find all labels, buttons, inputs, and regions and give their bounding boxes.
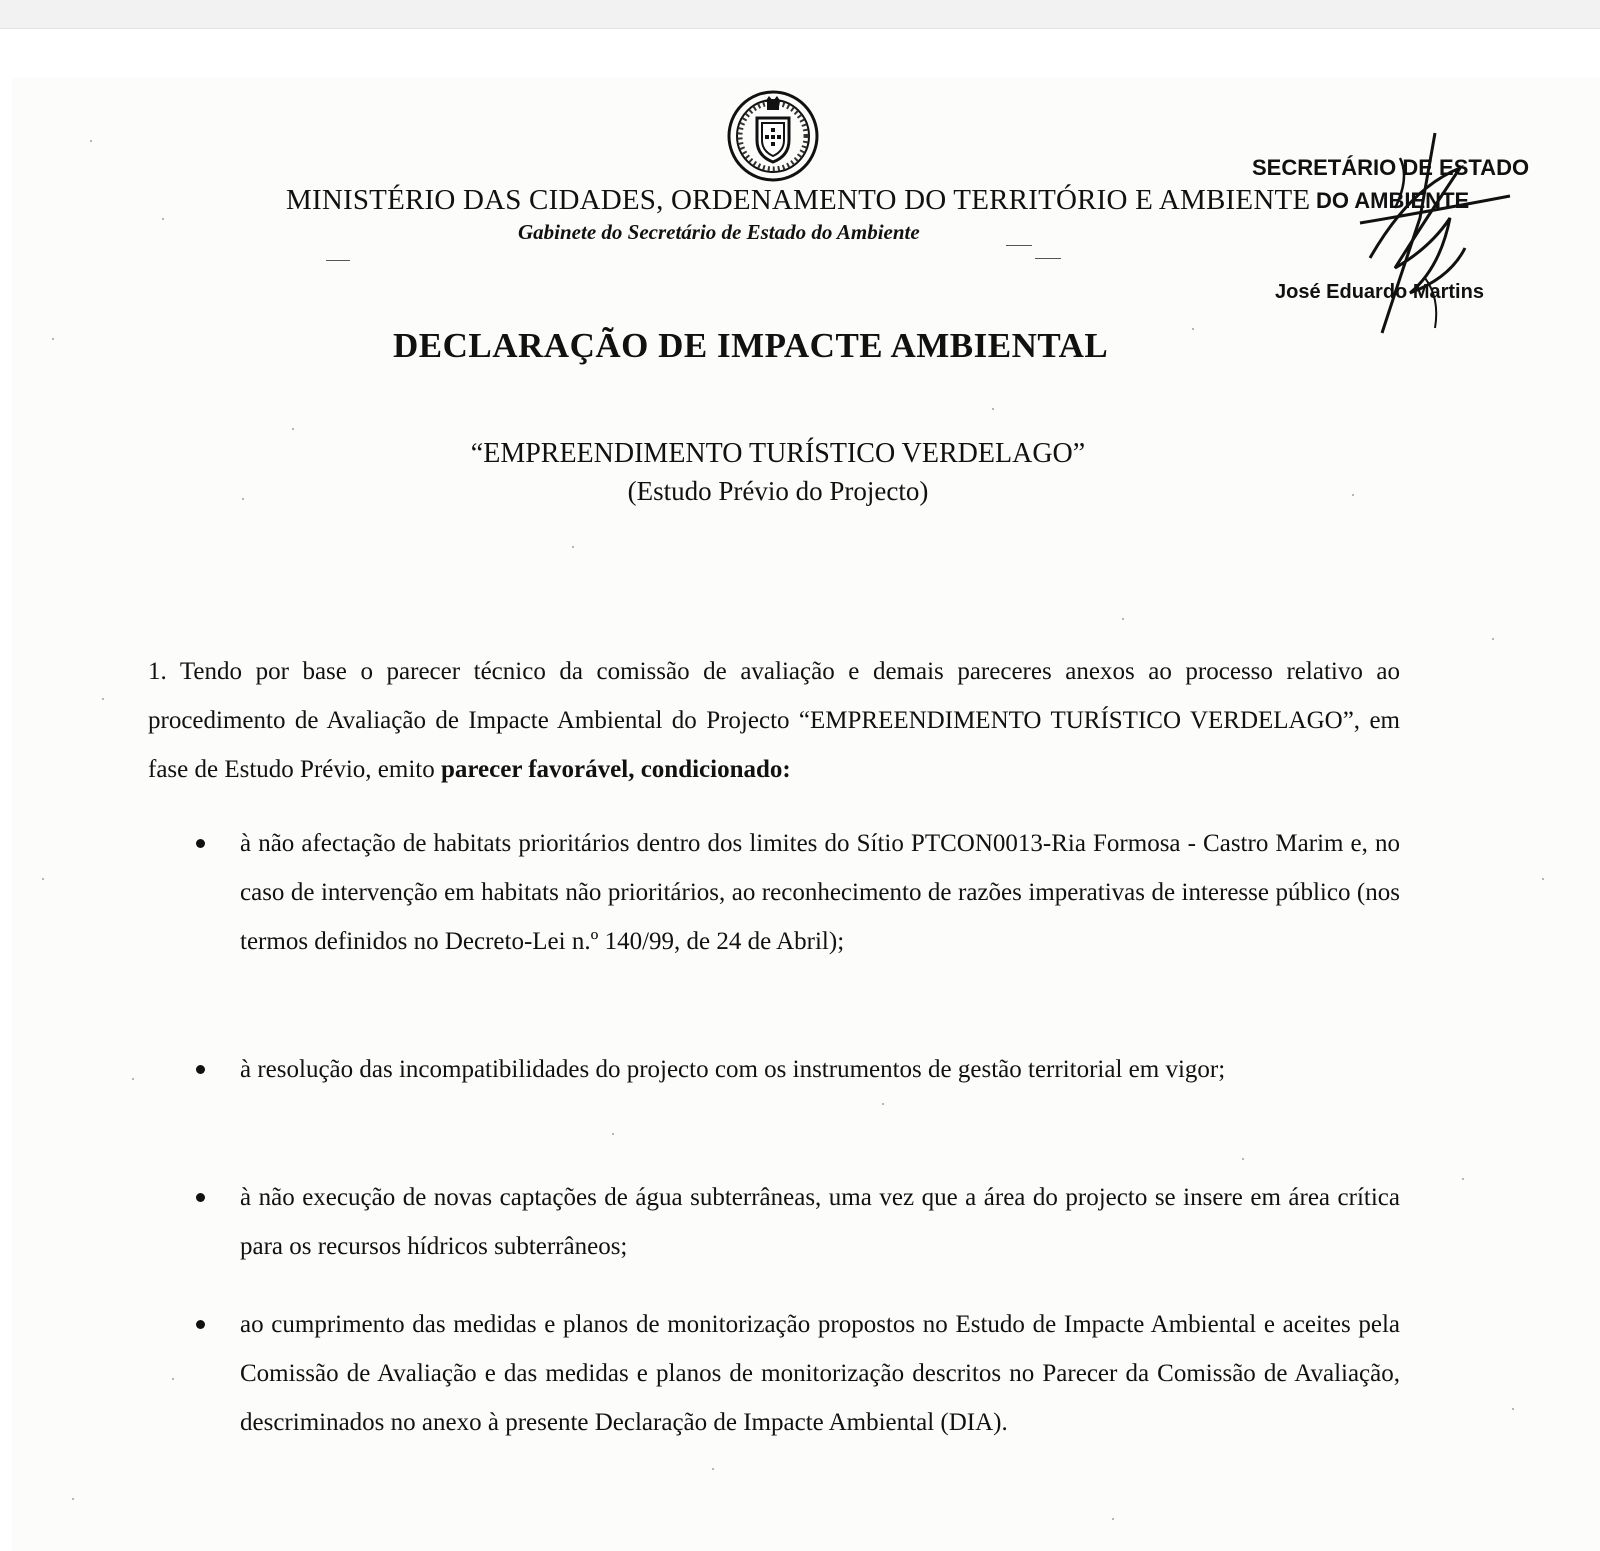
condition-item: à resolução das incompatibilidades do projecto com os instrumentos de gestão territorial em vigor; bbox=[240, 1056, 1226, 1083]
cabinet-name: Gabinete do Secretário de Estado do Ambiente bbox=[518, 220, 920, 244]
bullet-icon bbox=[196, 839, 205, 848]
ministry-name: MINISTÉRIO DAS CIDADES, ORDENAMENTO DO TERRITÓRIO E AMBIENTE bbox=[286, 184, 1311, 216]
divider bbox=[1035, 258, 1061, 259]
project-phase: (Estudo Prévio do Projecto) bbox=[627, 476, 929, 506]
condition-item: ao cumprimento das medidas e planos de monitorização propostos no Estudo de Impacte Ambiental e aceites pela Comissão de Avaliação e das medidas e planos de monitorização descritos no Parecer da Comissão de Avaliação, descriminados no anexo à presente Declaração de Impacte Ambiental (DIA). bbox=[240, 1311, 1400, 1436]
signature-icon bbox=[1340, 128, 1520, 343]
divider bbox=[1006, 245, 1032, 246]
condition-item: à não execução de novas captações de água subterrâneas, uma vez que a área do projecto se insere em área crítica para os recursos hídricos subterrâneos; bbox=[240, 1184, 1400, 1260]
condition-item: à não afectação de habitats prioritários dentro dos limites do Sítio PTCON0013-Ria Formosa - Castro Marim e, no caso de intervenção em habitats não prioritários, ao reconhecimento de razões imperativas de interesse público (nos termos definidos no Decreto-Lei n.º 140/99, de 24 de Abril); bbox=[240, 830, 1400, 955]
bullet-icon bbox=[196, 1320, 205, 1329]
stamp-name: José Eduardo Martins bbox=[1275, 281, 1484, 303]
stamp-subtitle: DO AMBIENTE bbox=[1316, 188, 1470, 213]
intro-paragraph bbox=[148, 647, 1400, 794]
document-title: DECLARAÇÃO DE IMPACTE AMBIENTAL bbox=[393, 326, 1109, 365]
stamp-title: SECRETÁRIO DE ESTADO bbox=[1252, 155, 1530, 180]
project-title: “EMPREENDIMENTO TURÍSTICO VERDELAGO” bbox=[470, 438, 1086, 469]
divider bbox=[326, 260, 350, 261]
bullet-icon bbox=[196, 1065, 205, 1074]
intro-text: 1. Tendo por base o parecer técnico da comissão de avaliação e demais pareceres anexos ao processo relativo ao procedimento de Avaliação de Impacte Ambiental do Projecto “EMPREENDIMENTO TURÍSTICO VERDELAGO”, em fase de Estudo Prévio, emito bbox=[148, 658, 1400, 783]
intro-emphasis: parecer favorável, condicionado: bbox=[441, 756, 791, 783]
viewer-top-bar bbox=[0, 0, 1600, 29]
bullet-icon bbox=[196, 1193, 205, 1202]
coat-of-arms-icon bbox=[727, 90, 819, 182]
